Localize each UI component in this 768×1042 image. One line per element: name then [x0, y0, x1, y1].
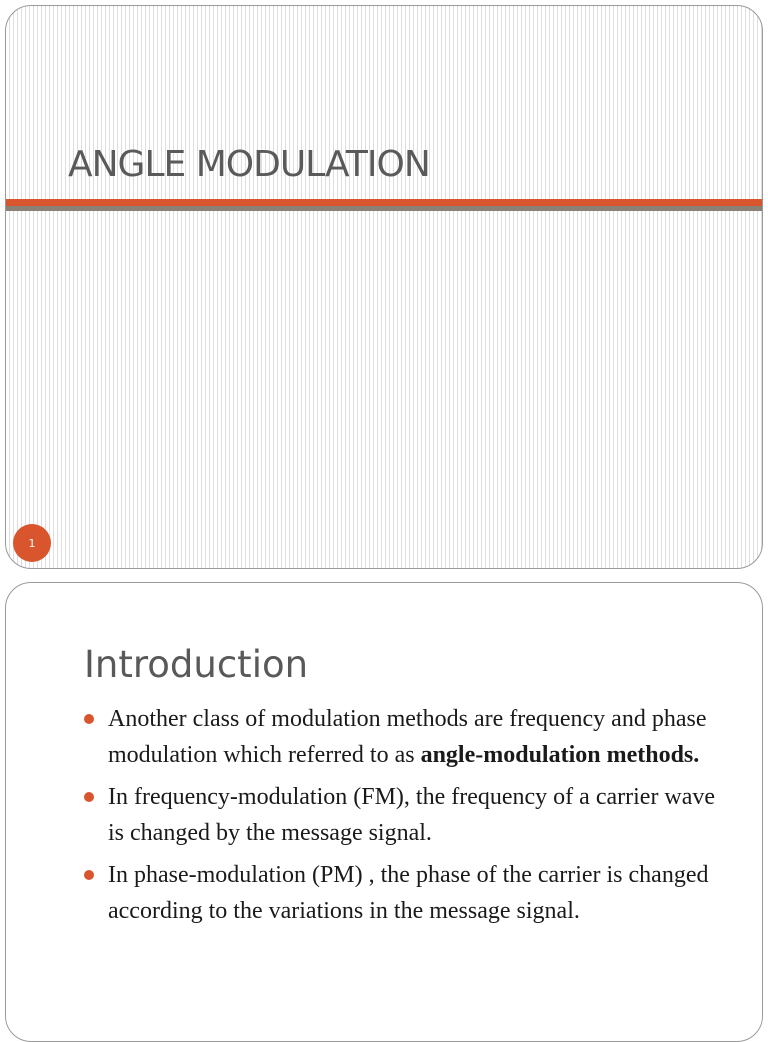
bullet-dot-icon — [84, 792, 94, 802]
bullet-item — [84, 857, 724, 929]
title-rule-secondary — [6, 206, 762, 211]
bullet-item — [84, 779, 724, 851]
slide-title: ANGLE MODULATION — [68, 144, 430, 185]
title-rule-accent — [6, 199, 762, 206]
slide-number-badge: 1 — [13, 524, 51, 562]
bullet-text: In phase-modulation (PM) , the phase of the carrier is changed according to the variations in the message signal. — [108, 862, 709, 924]
bullet-list — [84, 701, 724, 935]
bullet-bold-text: angle-modulation methods. — [420, 742, 700, 768]
title-slide — [5, 5, 763, 569]
content-slide — [5, 582, 763, 1042]
bullet-item — [84, 701, 724, 773]
bullet-text: Another class of modulation methods are frequency and phase modulation which referred to as — [108, 706, 707, 768]
slide-heading: Introduction — [84, 643, 309, 686]
bullet-dot-icon — [84, 870, 94, 880]
bullet-text: In frequency-modulation (FM), the frequency of a carrier wave is changed by the message signal. — [108, 784, 716, 846]
bullet-dot-icon — [84, 714, 94, 724]
